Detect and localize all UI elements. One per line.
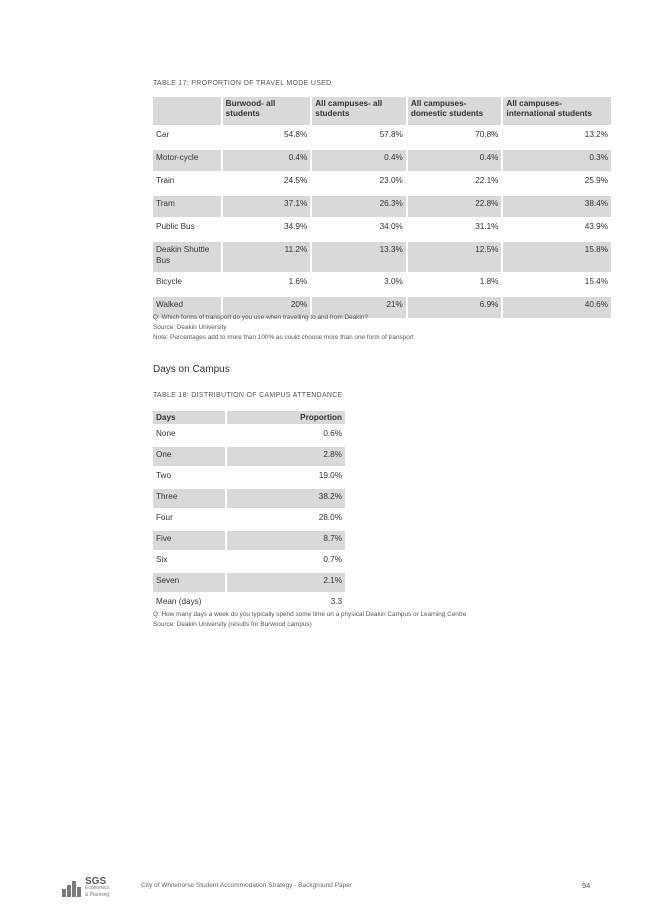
- row-label: Deakin Shuttle Bus: [153, 242, 221, 272]
- cell-value: 43.9%: [503, 219, 611, 240]
- row-label: Walked: [153, 297, 221, 318]
- table-header-row: [153, 97, 611, 125]
- cell-value: 0.3%: [503, 150, 611, 171]
- campus-attendance-table: [151, 409, 347, 615]
- cell-value: 37.1%: [223, 196, 311, 217]
- table17-notes: [153, 313, 414, 343]
- cell-value: 57.8%: [312, 127, 406, 148]
- cell-value: 25.9%: [503, 173, 611, 194]
- cell-value: 40.6%: [503, 297, 611, 318]
- question-note: Q: Which forms of transport do you use when travelling to and from Deakin?: [153, 314, 368, 321]
- question-note: Q: How many days a week do you typically spend some time on a physical Deakin Campus or Learning Centre: [153, 611, 467, 618]
- cell-value: 6.9%: [408, 297, 502, 318]
- column-header: Days: [153, 411, 225, 424]
- cell-value: 28.0%: [318, 513, 342, 522]
- row-label: Five: [153, 531, 225, 550]
- cell-value: 11.2%: [223, 242, 311, 272]
- column-header: All campuses- international students: [503, 97, 611, 125]
- cell-value: 54.8%: [223, 127, 311, 148]
- cell-value: 3.0%: [312, 274, 406, 295]
- logo-bars-icon: [62, 881, 82, 897]
- cell-value: 8.7%: [227, 531, 345, 550]
- cell-value: 23.0%: [312, 173, 406, 194]
- cell-value: 1.6%: [223, 274, 311, 295]
- table-row: [153, 274, 611, 295]
- cell-value: 3.3: [330, 597, 342, 606]
- cell-value: 13.3%: [312, 242, 406, 272]
- cell-value: 0.4%: [312, 150, 406, 171]
- table-header-row: [153, 411, 345, 424]
- cell-value: 21%: [312, 297, 406, 318]
- table-row: [153, 552, 345, 571]
- travel-mode-table: [151, 95, 613, 320]
- cell-value: 31.1%: [408, 219, 502, 240]
- cell-value: 15.4%: [503, 274, 611, 295]
- table18-caption: TABLE 18: DISTRIBUTION OF CAMPUS ATTENDANCE: [153, 392, 343, 399]
- cell-value: 19.0%: [318, 471, 342, 480]
- logo-sub-text: Economics: [85, 885, 110, 891]
- column-header: Proportion: [227, 411, 345, 424]
- table-row: [153, 196, 611, 217]
- table-row: [153, 510, 345, 529]
- row-label: None: [156, 429, 176, 438]
- cell-value: 70.8%: [408, 127, 502, 148]
- cell-value: 0.6%: [323, 429, 342, 438]
- column-header: Burwood- all students: [223, 97, 311, 125]
- table-row: [153, 219, 611, 240]
- row-label: Car: [153, 127, 221, 148]
- table18-notes: [153, 610, 466, 630]
- section-heading: Days on Campus: [153, 364, 230, 375]
- percentage-note: Note: Percentages add to more than 100% as could choose more than one form of transport: [153, 334, 414, 341]
- table17-caption: TABLE 17: PROPORTION OF TRAVEL MODE USED: [153, 80, 332, 87]
- row-label: Mean (days): [156, 597, 202, 606]
- cell-value: 26.3%: [312, 196, 406, 217]
- row-label: Bicycle: [153, 274, 221, 295]
- source-note: Source: Deakin University (results for Burwood campus): [153, 621, 312, 628]
- sgs-logo: [62, 878, 109, 899]
- cell-value: 1.8%: [408, 274, 502, 295]
- page-number: 94: [582, 881, 591, 890]
- column-header: All campuses- domestic students: [408, 97, 502, 125]
- cell-value: 12.5%: [408, 242, 502, 272]
- table-row: [153, 573, 345, 592]
- table-row: [153, 468, 345, 487]
- row-label: Six: [156, 555, 168, 564]
- column-header: All campuses- all students: [312, 97, 406, 125]
- cell-value: 2.8%: [227, 447, 345, 466]
- cell-value: 15.8%: [503, 242, 611, 272]
- cell-value: 0.4%: [408, 150, 502, 171]
- source-note: Source: Deakin University: [153, 324, 227, 331]
- row-label: Two: [156, 471, 172, 480]
- row-label: Seven: [153, 573, 225, 592]
- cell-value: 22.1%: [408, 173, 502, 194]
- row-label: Public Bus: [153, 219, 221, 240]
- row-label: Motor-cycle: [153, 150, 221, 171]
- row-label: Three: [153, 489, 225, 508]
- row-label: Four: [156, 513, 173, 522]
- cell-value: 22.8%: [408, 196, 502, 217]
- logo-sub-text: & Planning: [85, 892, 110, 898]
- row-label: Train: [153, 173, 221, 194]
- row-label: One: [153, 447, 225, 466]
- cell-value: 38.2%: [227, 489, 345, 508]
- table-row: [153, 173, 611, 194]
- table-row: [153, 447, 345, 466]
- table-row: [153, 150, 611, 171]
- cell-value: 2.1%: [227, 573, 345, 592]
- column-header: [153, 97, 221, 125]
- cell-value: 13.2%: [503, 127, 611, 148]
- table-row: [153, 127, 611, 148]
- cell-value: 20%: [223, 297, 311, 318]
- cell-value: 0.4%: [223, 150, 311, 171]
- table-row: [153, 242, 611, 272]
- cell-value: 34.9%: [223, 219, 311, 240]
- cell-value: 38.4%: [503, 196, 611, 217]
- cell-value: 0.7%: [323, 555, 342, 564]
- table-row: [153, 531, 345, 550]
- table-row: [153, 426, 345, 445]
- cell-value: 34.0%: [312, 219, 406, 240]
- logo-main-text: SGS: [85, 876, 107, 887]
- row-label: Tram: [153, 196, 221, 217]
- cell-value: 24.5%: [223, 173, 311, 194]
- footer-title: City of Whitehorse Student Accommodation Strategy - Background Paper: [141, 882, 352, 889]
- table-row: [153, 489, 345, 508]
